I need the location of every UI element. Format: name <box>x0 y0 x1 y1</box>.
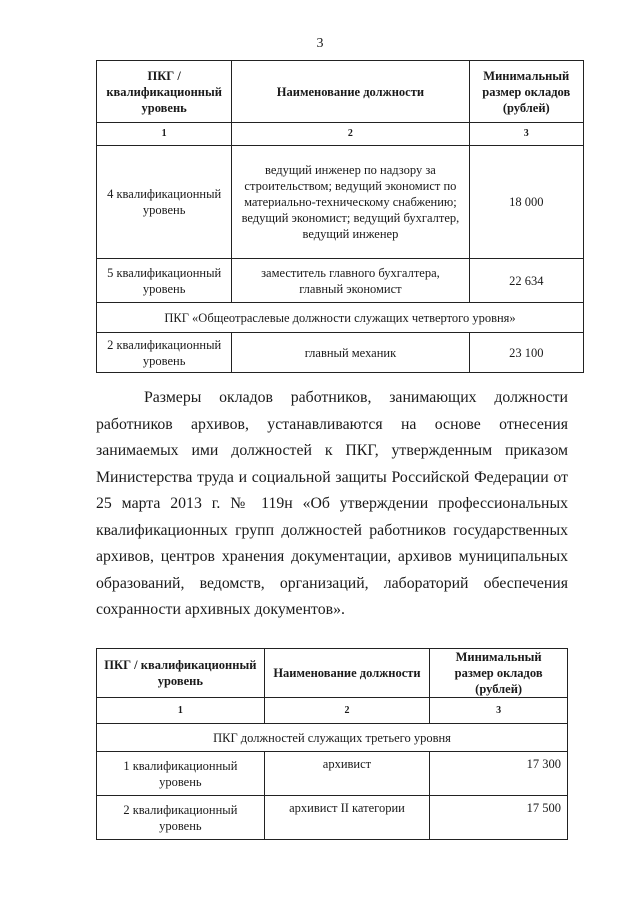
position-cell: архивист <box>264 752 430 796</box>
salary-table-archives <box>96 648 568 840</box>
position-cell: архивист II категории <box>264 796 430 840</box>
group-header-row <box>97 303 584 333</box>
salary-cell: 23 100 <box>469 333 583 373</box>
table-row <box>97 259 584 303</box>
table-header-row <box>97 61 584 123</box>
group-header-row <box>97 724 568 752</box>
paragraph-text: Размеры окладов работников, занимающих должности работников архивов, устанавливаются на основе отнесения занимаемых ими должностей к ПКГ, утвержденным приказом Министерства труда и социальной защиты Российской Федерации от 25 марта 2013 г. № 119н «Об утверждении профессиональных квалификационных групп должностей работников государственных архивов, центров хранения документации, архивов муниципальных образований, ведомств, организаций, лабораторий обеспечения сохранности архивных документов». <box>96 389 568 618</box>
level-cell: 2 квалификационный уровень <box>97 796 265 840</box>
position-cell: главный механик <box>232 333 469 373</box>
column-number-row <box>97 698 568 724</box>
table-row <box>97 752 568 796</box>
col-number: 2 <box>232 123 469 146</box>
salary-cell: 17 300 <box>430 752 568 796</box>
table-row <box>97 333 584 373</box>
level-cell: 1 квалификационный уровень <box>97 752 265 796</box>
column-number-row <box>97 123 584 146</box>
group-header: ПКГ должностей служащих третьего уровня <box>97 724 568 752</box>
table-header-row <box>97 649 568 698</box>
header-salary: Минимальный размер окладов (рублей) <box>430 649 568 698</box>
col-number: 3 <box>430 698 568 724</box>
salary-cell: 22 634 <box>469 259 583 303</box>
col-number: 1 <box>97 698 265 724</box>
position-cell: ведущий инженер по надзору за строительством; ведущий экономист по материально-техническому снабжению; ведущий экономист; ведущий бухгалтер, ведущий инженер <box>232 146 469 259</box>
header-position: Наименование должности <box>232 61 469 123</box>
level-cell: 2 квалификационный уровень <box>97 333 232 373</box>
body-paragraph <box>96 385 568 624</box>
level-cell: 5 квалификационный уровень <box>97 259 232 303</box>
table-row <box>97 146 584 259</box>
salary-cell: 17 500 <box>430 796 568 840</box>
col-number: 2 <box>264 698 430 724</box>
group-header: ПКГ «Общеотраслевые должности служащих четвертого уровня» <box>97 303 584 333</box>
col-number: 1 <box>97 123 232 146</box>
salary-cell: 18 000 <box>469 146 583 259</box>
header-pkg-level: ПКГ / квалификационный уровень <box>97 61 232 123</box>
header-position: Наименование должности <box>264 649 430 698</box>
col-number: 3 <box>469 123 583 146</box>
level-cell: 4 квалификационный уровень <box>97 146 232 259</box>
header-pkg-level: ПКГ / квалификационный уровень <box>97 649 265 698</box>
table-row <box>97 796 568 840</box>
position-cell: заместитель главного бухгалтера, главный экономист <box>232 259 469 303</box>
header-salary: Минимальный размер окладов (рублей) <box>469 61 583 123</box>
salary-table-general <box>96 60 584 373</box>
page-number: 3 <box>316 36 324 51</box>
